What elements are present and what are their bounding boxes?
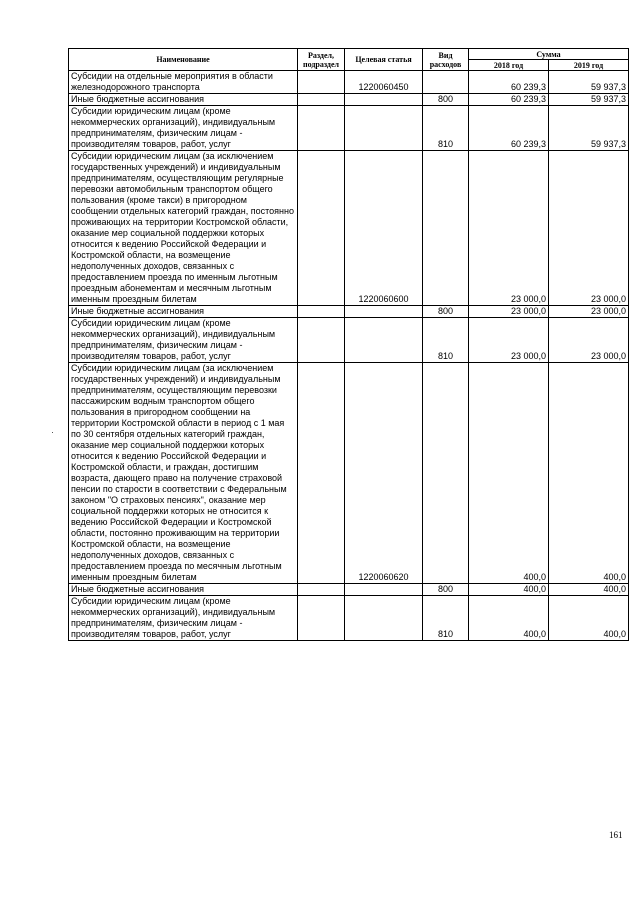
row-sum-2019-cell: 59 937,3 <box>549 106 629 151</box>
row-sum-2019-cell: 400,0 <box>549 584 629 596</box>
table-row <box>69 584 629 596</box>
row-sum-2018-cell: 60 239,3 <box>469 106 549 151</box>
row-target-cell <box>345 94 423 106</box>
row-expense-type-cell: 810 <box>423 318 469 363</box>
row-expense-type-cell: 800 <box>423 584 469 596</box>
row-name-cell: Субсидии юридическим лицам (за исключением государственных учреждений) и индивидуальным предпринимателям, осуществляющим перевозки пассажирским водным транспортом общего пользования в пригородном сообщении на территории Костромской области в период с 1 мая по 30 сентября отдельных категорий граждан, оказание мер социальной поддержки которых относится к ведению Российской Федерации и Костромской области, и граждан, достигшим возраста, дающего право на получение страховой пенсии по старости в соответствии с Федеральным законом "О страховых пенсиях", оказание мер социальной поддержки которых не относится к ведению Российской Федерации и Костромской области, постоянно проживающим на территории Костромской области, на возмещение недополученных доходов, связанных с предоставлением проезда по месячным льготным именным проездным билетам <box>69 363 298 584</box>
row-target-cell: 1220060450 <box>345 71 423 94</box>
row-name-cell: Субсидии юридическим лицам (кроме некоммерческих организаций), индивидуальным предпринимателям, физическим лицам - производителям товаров, работ, услуг <box>69 106 298 151</box>
row-expense-type-cell <box>423 151 469 306</box>
row-section-cell <box>298 306 345 318</box>
row-sum-2018-cell: 400,0 <box>469 596 549 641</box>
row-sum-2018-cell: 23 000,0 <box>469 318 549 363</box>
row-sum-2019-cell: 23 000,0 <box>549 151 629 306</box>
table-row <box>69 151 629 306</box>
row-section-cell <box>298 596 345 641</box>
row-sum-2019-cell: 23 000,0 <box>549 318 629 363</box>
row-target-cell: 1220060600 <box>345 151 423 306</box>
table-row <box>69 596 629 641</box>
row-section-cell <box>298 71 345 94</box>
row-section-cell <box>298 94 345 106</box>
header-year-2018: 2018 год <box>469 60 549 71</box>
table-row <box>69 71 629 94</box>
row-section-cell <box>298 106 345 151</box>
row-name-cell: Иные бюджетные ассигнования <box>69 306 298 318</box>
header-name: Наименование <box>69 49 298 71</box>
row-expense-type-cell: 800 <box>423 94 469 106</box>
row-target-cell <box>345 584 423 596</box>
table-row <box>69 363 629 584</box>
header-target: Целевая статья <box>345 49 423 71</box>
row-sum-2019-cell: 59 937,3 <box>549 94 629 106</box>
row-name-cell: Субсидии на отдельные мероприятия в области железнодорожного транспорта <box>69 71 298 94</box>
row-section-cell <box>298 363 345 584</box>
row-sum-2018-cell: 23 000,0 <box>469 306 549 318</box>
scan-speck <box>52 432 53 433</box>
row-sum-2019-cell: 400,0 <box>549 596 629 641</box>
row-name-cell: Субсидии юридическим лицам (за исключением государственных учреждений) и индивидуальным предпринимателям, осуществляющим регулярные перевозки автомобильным транспортом общего пользования (кроме такси) в пригородном сообщении отдельных категорий граждан, постоянно проживающих на территории Костромской области, оказание мер социальной поддержки которых относится к ведению Российской Федерации и Костромской области, на возмещение недополученных доходов, связанных с предоставлением проезда по именным льготным проездным абонементам и месячным льготным именным проездным билетам <box>69 151 298 306</box>
row-sum-2018-cell: 400,0 <box>469 584 549 596</box>
row-section-cell <box>298 151 345 306</box>
row-target-cell <box>345 106 423 151</box>
table-row <box>69 318 629 363</box>
row-section-cell <box>298 584 345 596</box>
row-name-cell: Субсидии юридическим лицам (кроме некоммерческих организаций), индивидуальным предпринимателям, физическим лицам - производителям товаров, работ, услуг <box>69 318 298 363</box>
row-section-cell <box>298 318 345 363</box>
row-name-cell: Субсидии юридическим лицам (кроме некоммерческих организаций), индивидуальным предпринимателям, физическим лицам - производителям товаров, работ, услуг <box>69 596 298 641</box>
budget-table <box>68 48 629 641</box>
row-expense-type-cell: 810 <box>423 106 469 151</box>
row-name-cell: Иные бюджетные ассигнования <box>69 94 298 106</box>
table-row <box>69 106 629 151</box>
row-sum-2018-cell: 400,0 <box>469 363 549 584</box>
row-sum-2019-cell: 23 000,0 <box>549 306 629 318</box>
page-number: 161 <box>609 830 623 840</box>
table-row <box>69 306 629 318</box>
row-target-cell <box>345 596 423 641</box>
row-sum-2018-cell: 60 239,3 <box>469 71 549 94</box>
header-sum: Сумма <box>469 49 629 60</box>
row-target-cell: 1220060620 <box>345 363 423 584</box>
row-sum-2018-cell: 23 000,0 <box>469 151 549 306</box>
header-year-2019: 2019 год <box>549 60 629 71</box>
header-expense-type: Вид расходов <box>423 49 469 71</box>
row-expense-type-cell <box>423 71 469 94</box>
row-expense-type-cell <box>423 363 469 584</box>
row-sum-2018-cell: 60 239,3 <box>469 94 549 106</box>
row-name-cell: Иные бюджетные ассигнования <box>69 584 298 596</box>
table-row <box>69 94 629 106</box>
row-sum-2019-cell: 59 937,3 <box>549 71 629 94</box>
row-target-cell <box>345 306 423 318</box>
row-expense-type-cell: 810 <box>423 596 469 641</box>
header-section: Раздел, подраздел <box>298 49 345 71</box>
row-sum-2019-cell: 400,0 <box>549 363 629 584</box>
row-target-cell <box>345 318 423 363</box>
row-expense-type-cell: 800 <box>423 306 469 318</box>
